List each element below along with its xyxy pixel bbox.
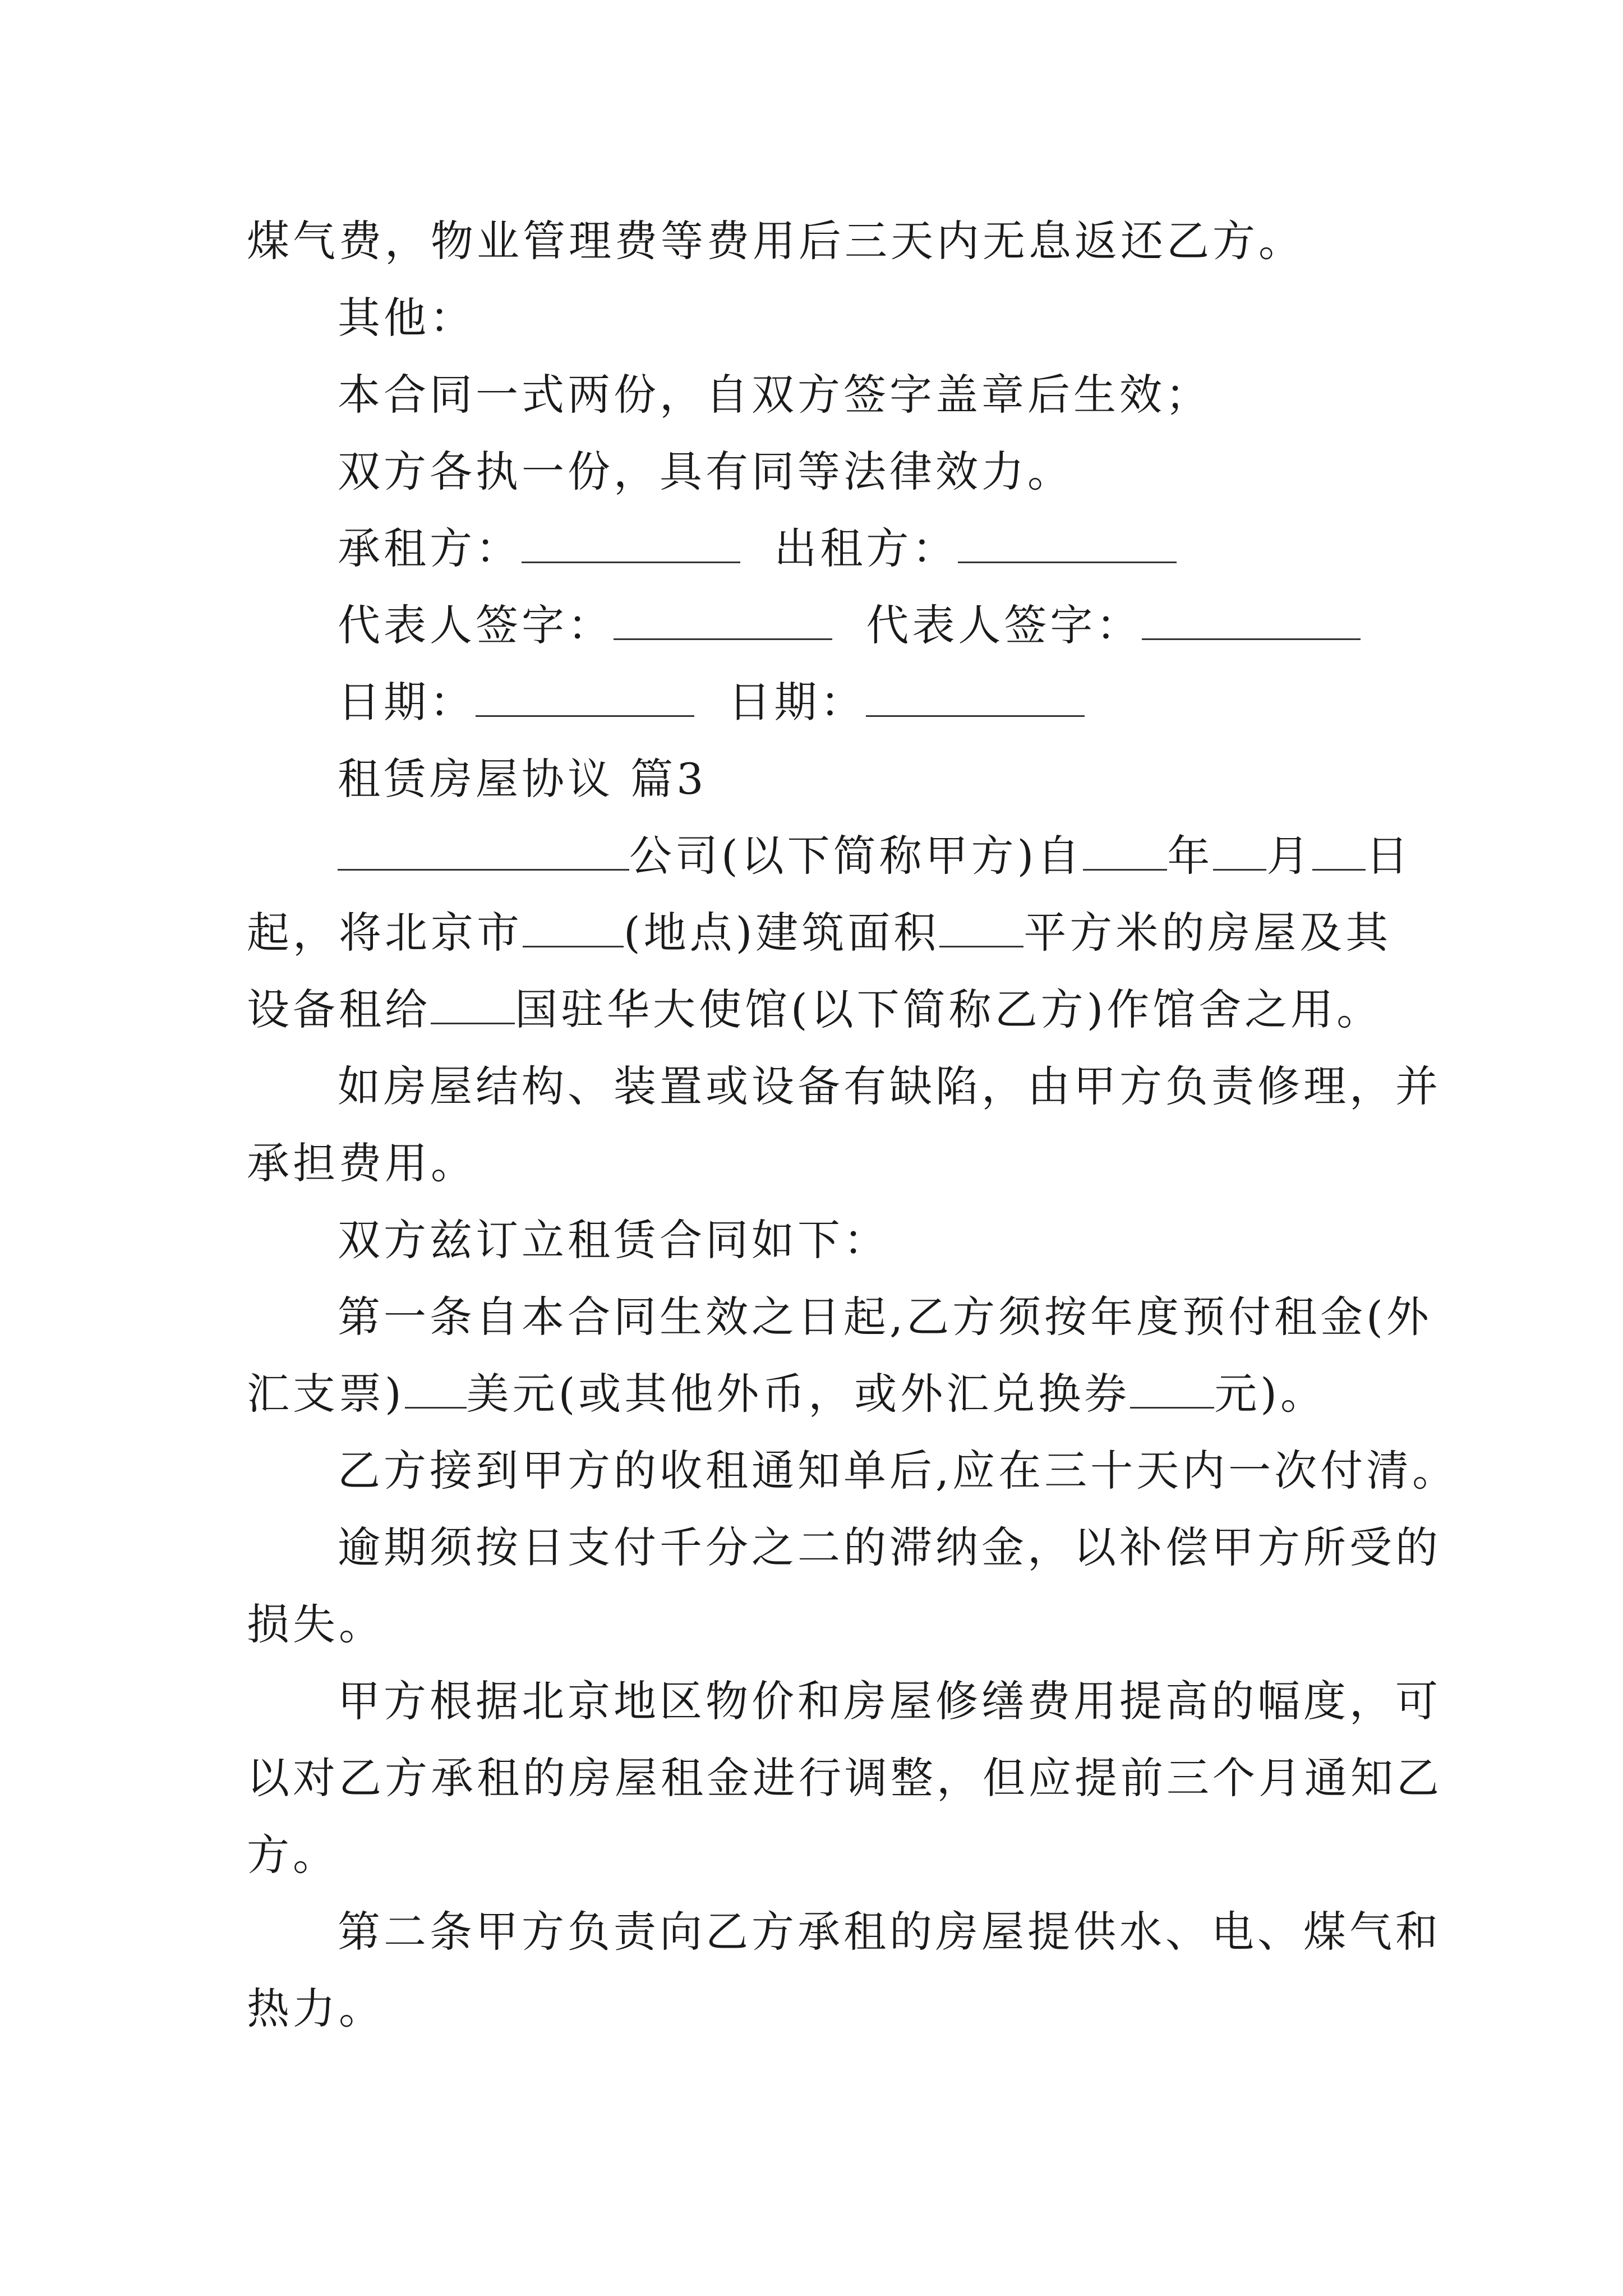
company-blank [338, 834, 629, 871]
article1-line1: 第一条自本合同生效之日起,乙方须按年度预付租金(外 [338, 1292, 1432, 1342]
section-title: 租赁房屋协议 篇3 [338, 754, 707, 804]
text-segment: 起，将北京市 [247, 908, 523, 958]
text-segment: 设备租给 [247, 984, 431, 1034]
text-line: 方。 [247, 1830, 339, 1880]
text-segment: 国驻华大使馆(以下简称乙方)作馆舍之用。 [515, 984, 1383, 1034]
text-line: 逾期须按日支付千分之二的滞纳金，以补偿甲方所受的 [338, 1522, 1441, 1572]
rep-label-lessor: 代表人签字： [866, 600, 1142, 650]
signature-parties-line [338, 522, 1392, 576]
article1-line2 [247, 1367, 1391, 1421]
month-text: 月 [1266, 831, 1313, 881]
para1-line1 [338, 829, 1412, 883]
location-blank [523, 911, 624, 947]
date-blank-lessee [476, 680, 694, 717]
month-blank [1213, 834, 1266, 871]
country-blank [431, 988, 515, 1024]
fec-blank [1130, 1372, 1214, 1409]
text-line: 如房屋结构、装置或设备有缺陷，由甲方负责修理，并 [338, 1061, 1441, 1111]
area-blank [939, 911, 1023, 947]
para1-line3 [247, 983, 1391, 1037]
year-text: 年 [1167, 831, 1214, 881]
text-line: 煤气费，物业管理费等费用后三天内无息返还乙方。 [247, 216, 1304, 266]
date-label-lessee: 日期： [338, 677, 476, 727]
text-line: 热力。 [247, 1984, 385, 2033]
text-line: 其他： [338, 293, 476, 343]
text-segment: 美元(或其他外币，或外汇兑换券 [466, 1369, 1131, 1419]
lessee-label: 承租方： [338, 523, 522, 573]
usd-blank [405, 1372, 467, 1409]
lessee-blank [522, 527, 740, 563]
text-line: 承担费用。 [247, 1138, 477, 1188]
date-blank-lessor [866, 680, 1085, 717]
text-line: 乙方接到甲方的收租通知单后,应在三十天内一次付清。 [338, 1446, 1459, 1496]
rep-blank-lessee [614, 604, 832, 640]
lessor-label: 出租方： [774, 523, 958, 573]
company-text: 公司(以下简称甲方)自 [629, 831, 1083, 881]
text-line: 双方各执一份，具有同等法律效力。 [338, 447, 1073, 496]
text-line: 以对乙方承租的房屋租金进行调整，但应提前三个月通知乙 [247, 1753, 1442, 1803]
day-text: 日 [1366, 831, 1412, 881]
text-line: 双方兹订立租赁合同如下： [338, 1215, 889, 1265]
signature-rep-line [338, 599, 1392, 652]
text-segment: (地点)建筑面积 [624, 908, 940, 958]
para1-line2 [247, 906, 1391, 960]
text-segment: 元)。 [1214, 1369, 1326, 1419]
text-line: 本合同一式两份，自双方签字盖章后生效； [338, 370, 1211, 420]
text-segment: 汇支票) [247, 1369, 405, 1419]
text-line: 甲方根据北京地区物价和房屋修缮费用提高的幅度，可 [338, 1676, 1441, 1726]
rep-blank-lessor [1142, 604, 1361, 640]
text-segment: 平方米的房屋及其 [1023, 908, 1392, 958]
text-line: 第二条甲方负责向乙方承租的房屋提供水、电、煤气和 [338, 1907, 1441, 1957]
rep-label-lessee: 代表人签字： [338, 600, 614, 650]
year-blank [1083, 834, 1167, 871]
date-label-lessor: 日期： [728, 677, 866, 727]
text-line: 损失。 [247, 1599, 385, 1649]
signature-date-line [338, 675, 1392, 729]
lessor-blank [958, 527, 1177, 563]
day-blank [1312, 834, 1366, 871]
